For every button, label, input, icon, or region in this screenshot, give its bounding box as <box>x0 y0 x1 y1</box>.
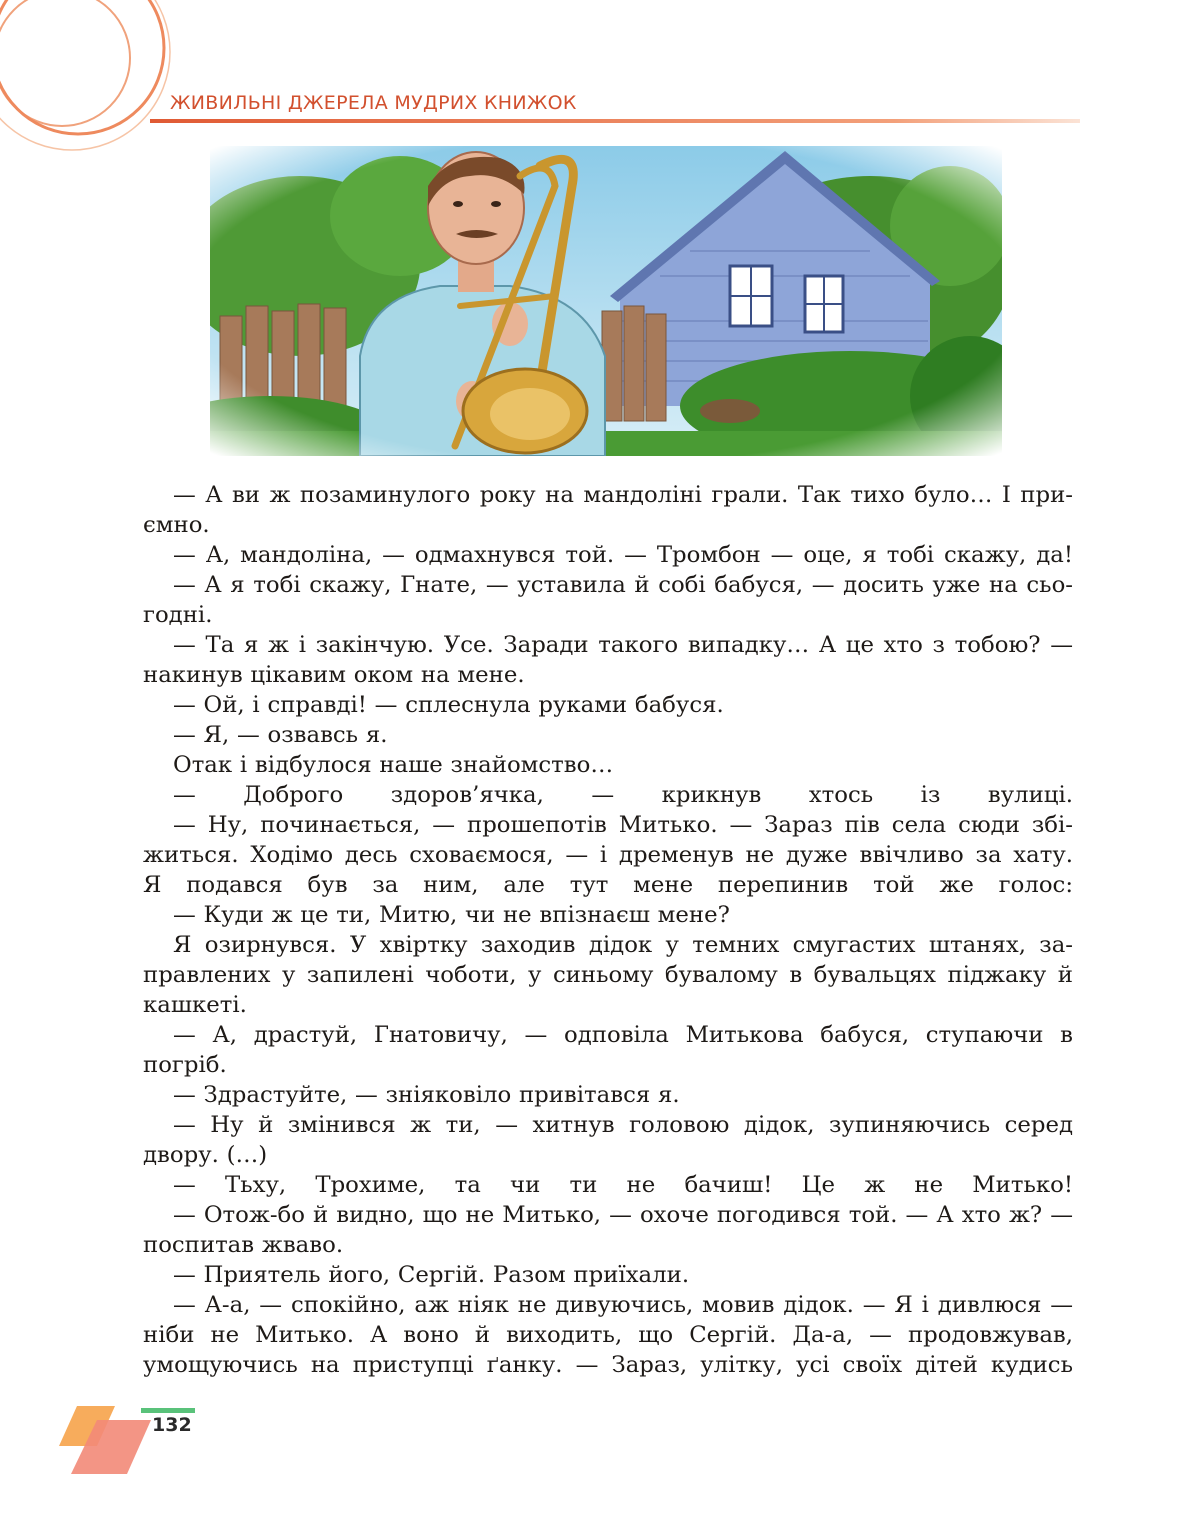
text-line: накинув цікавим оком на мене. <box>143 662 525 688</box>
text-line: правлених у запилені чоботи, у синьому бувалому в бувальцях піджаку й <box>143 962 1073 988</box>
text-line: — А, драстуй, Гнатовичу, — одповіла Митькова бабуся, ступаючи в <box>173 1022 1073 1048</box>
text-line: — А-а, — спокійно, аж ніяк не дивуючись, мовив дідок. — Я і дивлюся — <box>173 1292 1073 1318</box>
text-line: — Ну й змінився ж ти, — хитнув головою дідок, зупиняючись серед <box>173 1112 1073 1138</box>
text-line: — Тьху, Трохиме, та чи ти не бачиш! Це ж не Митько! <box>173 1172 1073 1198</box>
text-line: ємно. <box>143 512 210 538</box>
text-line: — А я тобі скажу, Гнате, — уставила й собі бабуся, — досить уже на сьо- <box>173 572 1073 598</box>
text-line: Я озирнувся. У хвіртку заходив дідок у темних смугастих штанях, за- <box>173 932 1073 958</box>
header-rule <box>150 119 1080 123</box>
text-line: Я подався був за ним, але тут мене перепинив той же голос: <box>143 872 1073 898</box>
text-line: — Куди ж це ти, Митю, чи не впізнаєш мене? <box>173 902 730 928</box>
text-line: — Доброго здоров’ячка, — крикнув хтось із вулиці. <box>173 782 1073 808</box>
text-line: умощуючись на приступці ґанку. — Зараз, улітку, усі своїх дітей кудись <box>143 1352 1073 1378</box>
text-line: — Ну, починається, — прошепотів Митько. — Зараз пів села сюди збі- <box>173 812 1073 838</box>
text-line: годні. <box>143 602 213 628</box>
text-line: — А ви ж позаминулого року на мандоліні грали. Так тихо було… І при- <box>173 482 1073 508</box>
text-line: двору. (…) <box>143 1142 268 1168</box>
text-line: — Ой, і справді! — сплеснула руками бабуся. <box>173 692 724 718</box>
section-title: ЖИВИЛЬНІ ДЖЕРЕЛА МУДРИХ КНИЖОК <box>170 92 577 114</box>
footer-decoration <box>55 1398 215 1478</box>
text-line: ніби не Митько. А воно й виходить, що Сергій. Да-а, — продовжував, <box>143 1322 1073 1348</box>
text-line: — Здрастуйте, — зніяковіло привітався я. <box>173 1082 680 1108</box>
text-line: поспитав жваво. <box>143 1232 344 1258</box>
story-text <box>143 480 1073 1380</box>
text-line: Отак і відбулося наше знайомство… <box>173 752 614 778</box>
text-line: — А, мандоліна, — одмахнувся той. — Тромбон — оце, я тобі скажу, да! <box>173 542 1073 568</box>
text-line: — Отож-бо й видно, що не Митько, — охоче погодився той. — А хто ж? — <box>173 1202 1073 1228</box>
text-line: кашкеті. <box>143 992 247 1018</box>
text-line: — Я, — озвавсь я. <box>173 722 388 748</box>
header-decoration <box>0 0 1190 170</box>
trombone-player-illustration <box>210 146 1002 456</box>
text-line: житься. Ходімо десь сховаємося, — і дременув не дуже ввічливо за хату. <box>143 842 1073 868</box>
text-line: — Приятель його, Сергій. Разом приїхали. <box>173 1262 690 1288</box>
page-number: 132 <box>152 1414 192 1436</box>
text-line: погріб. <box>143 1052 227 1078</box>
text-line: — Та я ж і закінчую. Усе. Заради такого випадку… А це хто з тобою? — <box>173 632 1073 658</box>
